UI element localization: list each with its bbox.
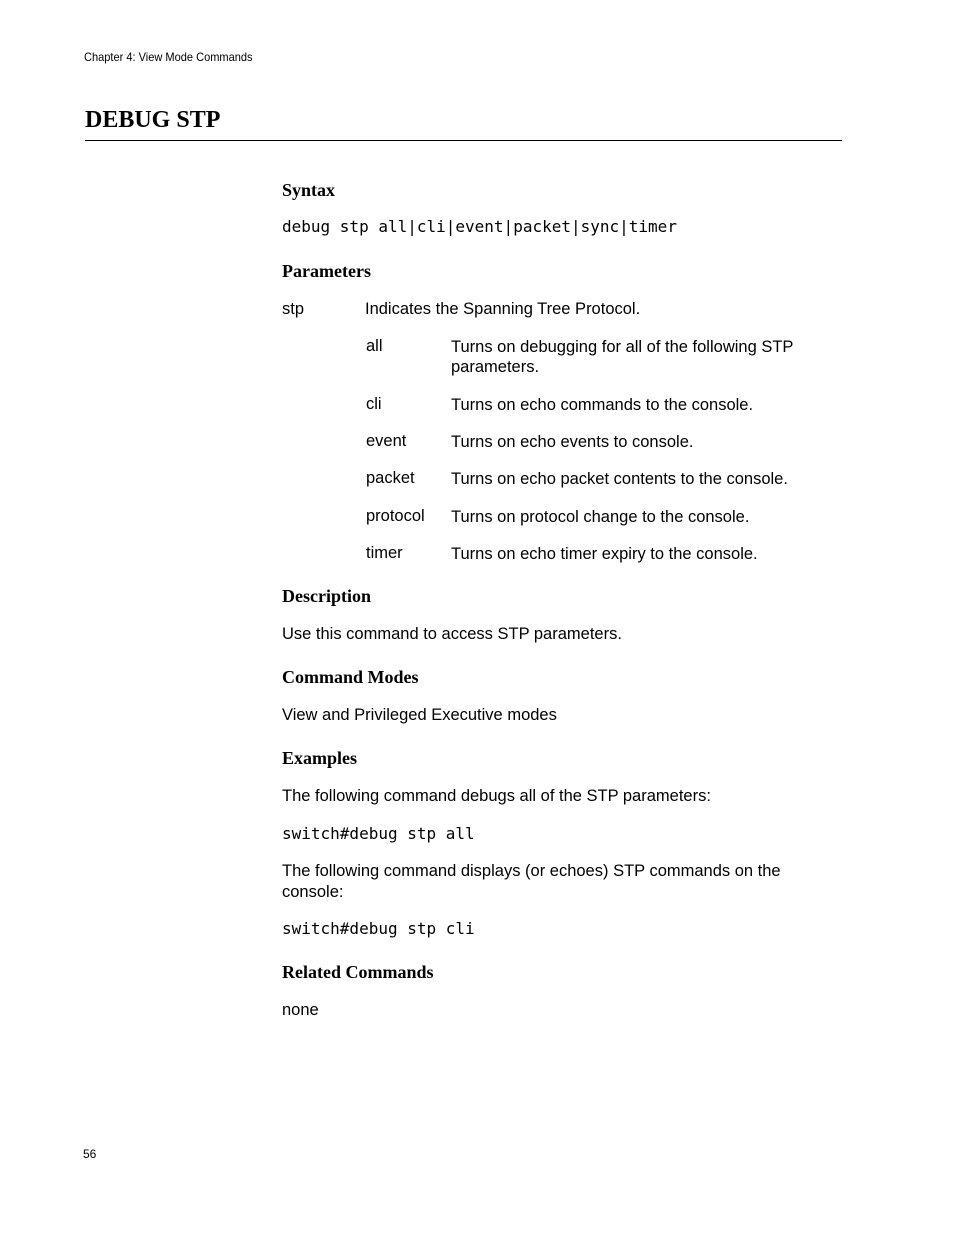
example-intro-2: The following command displays (or echoes) STP commands on the console: <box>282 862 781 901</box>
syntax-heading: Syntax <box>282 180 336 200</box>
param-term-event: event <box>366 432 407 450</box>
description-heading: Description <box>282 586 371 606</box>
command-modes-heading: Command Modes <box>282 667 419 687</box>
description-text: Use this command to access STP parameters. <box>282 625 622 643</box>
param-def-protocol: Turns on protocol change to the console. <box>451 508 750 526</box>
running-header: Chapter 4: View Mode Commands <box>84 50 253 64</box>
param-def-timer: Turns on echo timer expiry to the console. <box>451 545 758 563</box>
related-commands-heading: Related Commands <box>282 962 434 982</box>
param-def-cli: Turns on echo commands to the console. <box>451 396 754 414</box>
page-title: DEBUG STP <box>85 107 221 133</box>
param-term-timer: timer <box>366 544 403 562</box>
example-code-1: switch#debug stp all <box>282 824 475 843</box>
param-def-stp: Indicates the Spanning Tree Protocol. <box>365 300 641 318</box>
param-term-protocol: protocol <box>366 507 425 525</box>
examples-heading: Examples <box>282 748 358 768</box>
page-number: 56 <box>83 1147 97 1161</box>
syntax-command: debug stp all|cli|event|packet|sync|timer <box>282 217 677 236</box>
parameters-heading: Parameters <box>282 261 371 281</box>
param-def-all: Turns on debugging for all of the following STP parameters. <box>451 338 794 376</box>
param-term-all: all <box>366 337 383 355</box>
param-term-stp: stp <box>282 300 305 318</box>
param-def-event: Turns on echo events to console. <box>451 433 694 451</box>
related-commands-text: none <box>282 1001 319 1019</box>
param-def-packet: Turns on echo packet contents to the console. <box>451 470 788 488</box>
param-term-packet: packet <box>366 469 415 487</box>
example-intro-1: The following command debugs all of the STP parameters: <box>282 787 711 805</box>
title-rule <box>85 140 842 141</box>
example-code-2: switch#debug stp cli <box>282 919 475 938</box>
param-term-cli: cli <box>366 395 382 413</box>
command-modes-text: View and Privileged Executive modes <box>282 706 557 724</box>
